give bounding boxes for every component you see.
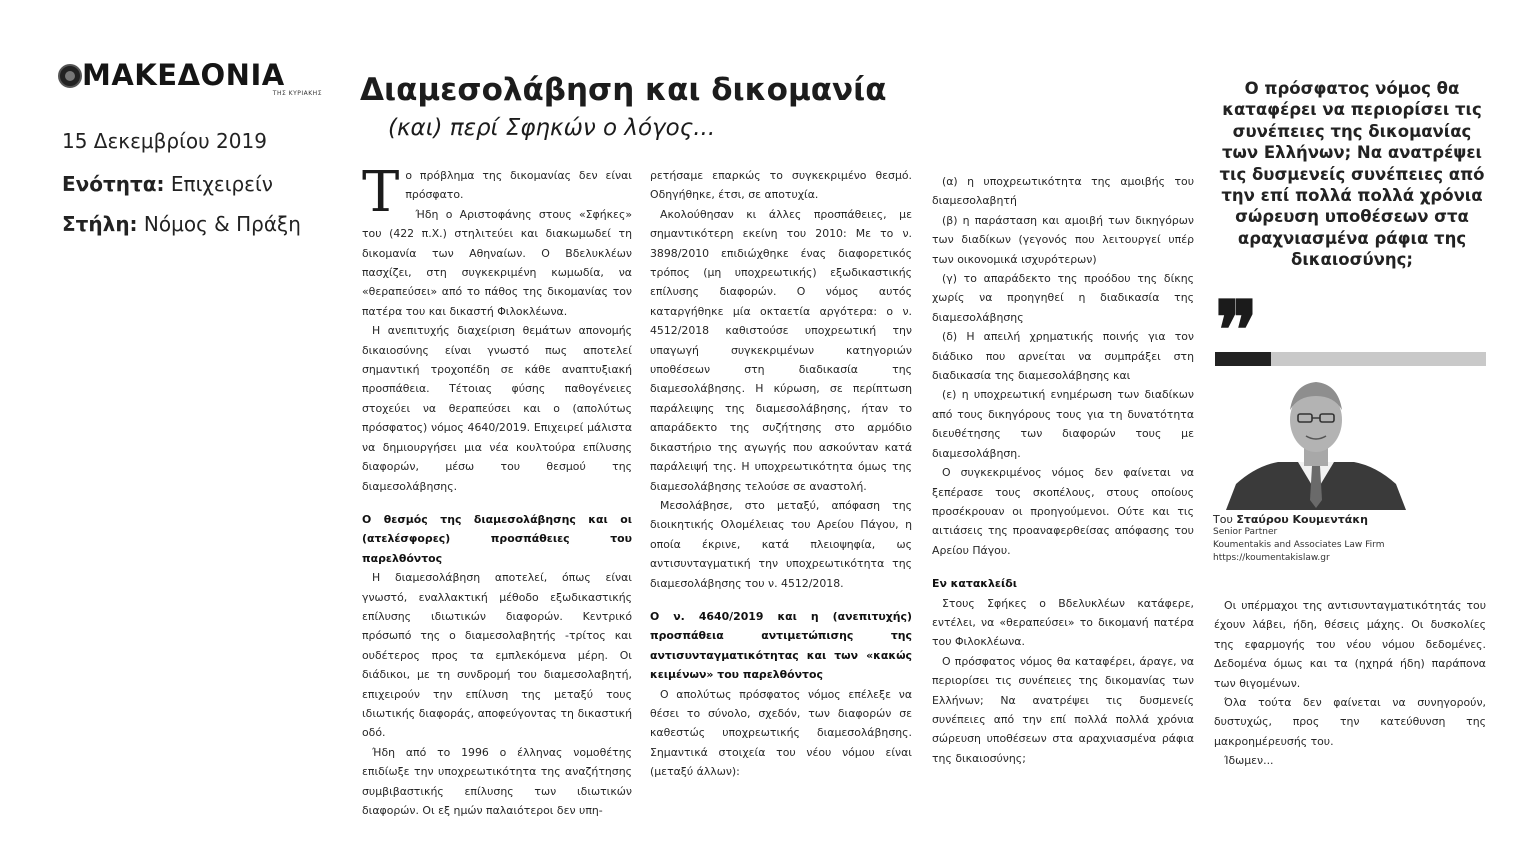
list-item: (γ) το απαράδεκτο της προόδου της δίκης χωρίς να προηγηθεί η διαδικασία της διαμεσολάβησης [932, 272, 1194, 324]
paragraph: Ήδη από το 1996 ο έλληνας νομοθέτης επιδίωξε την υποχρεωτικότητα της αναζήτησης συμβιβαστικής επίλυσης των ιδιωτικών διαφορών. Οι εξ ημών παλαιότεροι δεν υπη- [362, 745, 632, 817]
section-line [62, 172, 273, 196]
brand-name: ΜΑΚΕΔΟΝΙΑ [82, 58, 285, 92]
quote-mark-icon: ❞ [1215, 290, 1259, 340]
section-value: Επιχειρείν [164, 172, 273, 196]
section-label: Ενότητα: [62, 172, 165, 196]
column-value: Νόμος & Πράξη [137, 212, 301, 236]
list-item: (ε) η υποχρεωτική ενημέρωση των διαδίκων από τους δικηγόρους τους για τη δυνατότητα διευθέτησης των διαφορών τους με διαμεσολάβηση. [932, 388, 1194, 460]
paragraph: Ακολούθησαν κι άλλες προσπάθειες, με σημαντικότερη εκείνη του 2010: Με το ν. 3898/2010 επιδιώχθηκε ένας διαφορετικός τρόπος (μη υποχρεωτικής) εξωδικαστικής επίλυσης διαφορών. Ο νόμος αυτός καταργήθηκε μία οκταετία αργότερα: ο ν. 4512/2018 καθιστούσε υποχρεωτική την υπαγωγή συγκεκριμένων κατηγοριών υποθέσεων στη διαδικασία της διαμεσολάβησης. Η κύρωση, σε περίπτωση παράλειψης της διαμεσολάβησης, ήταν το απαράδεκτο της συζήτησης στο αρμόδιο δικαστήριο της αγωγής που ασκούνταν κατά παράλειψή της. Η υποχρεωτικότητα όμως της διαμεσολάβησης τελούσε σε αναστολή. [650, 207, 912, 493]
list-item: (β) η παράσταση και αμοιβή των δικηγόρων των διαδίκων (γεγονός που λειτουργεί υπέρ των οικονομικά ισχυρότερων) [932, 213, 1194, 266]
paragraph: Η διαμεσολάβηση αποτελεί, όπως είναι γνωστό, εναλλακτική μέθοδο εξωδικαστικής επίλυσης ιδιωτικών διαφορών. Κεντρικό πρόσωπό της ο διαμεσολαβητής -τρίτος και ουδέτερος προς τα εμπλεκόμενα μέρη. Οι διάδικοι, με τη συνδρομή του διαμεσολαβητή, επιχειρούν την επίλυση της μεταξύ τους ιδιωτικής διαφοράς, αποφεύγοντας τη δικαστική οδό. [362, 571, 632, 740]
paragraph: Μεσολάβησε, στο μεταξύ, απόφαση της διοικητικής Ολομέλειας του Αρείου Πάγου, η οποία έκρινε, κατά πλειοψηφία, ως αντισυνταγματική την υποχρεωτικότητα της διαμεσολάβησης του ν. 4512/2018. [650, 498, 912, 590]
author-role: Senior Partner [1213, 527, 1278, 537]
column-label: Στήλη: [62, 212, 138, 236]
author-name: Σταύρου Κουμεντάκη [1236, 513, 1368, 526]
article-column-1 [362, 160, 632, 820]
paragraph: Ο συγκεκριμένος νόμος δεν φαίνεται να ξεπέρασε τους σκοπέλους, στους οποίους προσέκρουαν οι προηγούμενοι. Ούτε και τις αιτιάσεις της προαναφερθείσας απόφασης του Αρείου Πάγου. [932, 466, 1194, 557]
paragraph: Στους Σφήκες ο Βδελυκλέων κατάφερε, εντέλει, να «θεραπεύσει» το δικομανή πατέρα του Φιλοκλέωνα. [932, 596, 1194, 649]
article-column-2 [650, 166, 912, 782]
paragraph: Οι υπέρμαχοι της αντισυνταγματικότητάς του έχουν λάβει, ήδη, θέσεις μάχης. Οι δυσκολίες της εφαρμογής του νέου νόμου δεδομένες. Δεδομένα όμως και τα (ηχηρά ήδη) παράπονα των θιγομένων. [1214, 599, 1486, 690]
pull-quote: Ο πρόσφατος νόμος θα καταφέρει να περιορίσει τις συνέπειες της δικομανίας των Ελλήνων; Να ανατρέψει τις δυσμενείς συνέπειες από την επί πολλά πολλά χρόνια σώρευση υποθέσεων στα αραχνιασμένα ράφια της δικαιοσύνης; [1219, 79, 1485, 270]
subheading: Ο θεσμός της διαμεσολάβησης και οι (ατελέσφορες) προσπάθειες του παρελθόντος [362, 512, 632, 565]
subheading: Ο ν. 4640/2019 και η (ανεπιτυχής) προσπάθεια αντιμετώπισης της αντισυνταγματικότητας και των «κακώς κειμένων» του παρελθόντος [650, 609, 912, 682]
paragraph: ο πρόβλημα της δικομανίας δεν είναι πρόσφατο. [405, 169, 632, 202]
subheading: Εν κατακλείδι [932, 577, 1017, 591]
author-byline [1213, 513, 1483, 565]
masthead-logo [58, 58, 328, 98]
divider-bar [1215, 352, 1271, 366]
paragraph: Ήδη ο Αριστοφάνης στους «Σφήκες» του (422 π.Χ.) στηλιτεύει και διακωμωδεί τη δικομανία των Αθηναίων. Ο Βδελυκλέων πασχίζει, στη συγκεκριμένη κωμωδία, να «θεραπεύσει» από το πάθος της δικομανίας τον πατέρα του και δικαστή Φιλοκλέωνα. [362, 207, 632, 318]
author-firm: Koumentakis and Associates Law Firm [1213, 540, 1385, 550]
paragraph: Ο απολύτως πρόσφατος νόμος επέλεξε να θέσει το σύνολο, σχεδόν, των διαφορών σε καθεστώς υποχρεωτικής διαμεσολάβησης. Σημαντικά στοιχεία του νέου νόμου είναι (μεταξύ άλλων): [650, 687, 912, 779]
ornament-icon [58, 64, 82, 88]
article-headline: Διαμεσολάβηση και δικομανία [360, 72, 887, 108]
column-line [62, 212, 301, 236]
paragraph: Ο πρόσφατος νόμος θα καταφέρει, άραγε, να περιορίσει τις συνέπειες της δικομανίας των Ελλήνων; Να ανατρέψει τις δυσμενείς συνέπειες από την επί πολλά πολλά χρόνια σώρευση υποθέσεων στα αραχνιασμένα ράφια της δικαιοσύνης; [932, 654, 1194, 765]
paragraph: Η ανεπιτυχής διαχείριση θεμάτων απονομής δικαιοσύνης είναι γνωστό πως αποτελεί σημαντική τροχοπέδη σε κάθε αναπτυξιακή προσπάθεια. Τέτοιας φύσης παθογένειες στοχεύει να θεραπεύσει και ο (απολύτως πρόσφατος) νόμος 4640/2019. Επιχειρεί μάλιστα να δημιουργήσει μια νέα κουλτούρα επίλυσης διαφορών, μέσω του θεσμού της διαμεσολάβησης. [362, 324, 632, 493]
author-portrait [1216, 374, 1416, 510]
paragraph: ρετήσαμε επαρκώς το συγκεκριμένο θεσμό. Οδηγήθηκε, έτσι, σε αποτυχία. [650, 169, 912, 202]
author-name-line [1213, 513, 1483, 526]
divider-bar-light [1271, 352, 1486, 366]
author-website: https://koumentakislaw.gr [1213, 553, 1330, 563]
list-item: (δ) Η απειλή χρηματικής ποινής για τον διάδικο που αρνείται να συμπράξει στη διαδικασία της διαμεσολάβησης και [932, 330, 1194, 383]
drop-cap: Τ [362, 160, 400, 225]
paragraph: Όλα τούτα δεν φαίνεται να συνηγορούν, δυστυχώς, προς την κατεύθυνση της μακροημέρευσής του. [1214, 696, 1486, 748]
paragraph: Ίδωμεν... [1224, 754, 1274, 768]
article-date: 15 Δεκεμβρίου 2019 [62, 129, 267, 153]
article-column-3 [932, 172, 1194, 768]
list-item: (α) η υποχρεωτικότητα της αμοιβής του διαμεσολαβητή [932, 175, 1194, 208]
author-prefix: Του [1213, 513, 1237, 526]
article-column-4 [1214, 596, 1486, 771]
article-subheadline: (και) περί Σφηκών ο λόγος... [388, 115, 716, 141]
brand-subtitle: ΤΗΣ ΚΥΡΙΑΚΗΣ [272, 90, 322, 97]
